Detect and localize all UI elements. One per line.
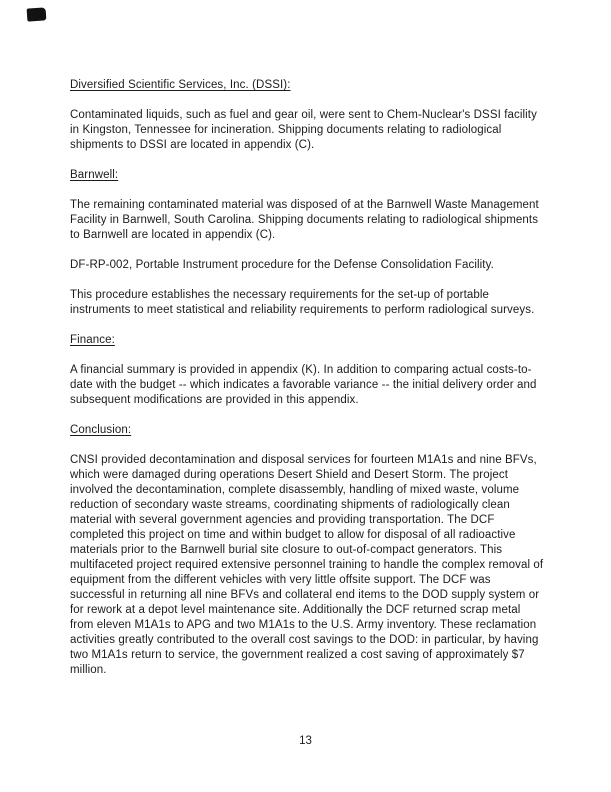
page-number: 13	[299, 735, 312, 747]
paragraph-dssi: Contaminated liquids, such as fuel and gear oil, were sent to Chem-Nuclear's DSSI facility in Kingston, Tennessee for incineration. Shipping documents relating to radiological shipments to DSSI are located in appendix (C).	[70, 109, 537, 151]
paragraph-conclusion: CNSI provided decontamination and disposal services for fourteen M1A1s and nine BFVs, which were damaged during operations Desert Shield and Desert Storm. The project involved the decontamination, complete disassembly, handling of mixed waste, volume reduction of secondary waste streams, coordinating shipments of radiologically clean material with several government agencies and providing transportation. The DCF completed this project on time and within budget to allow for disposal of all radioactive materials prior to the Barnwell burial site closure to out-of-compact generators. This multifaceted project required extensive personnel training to handle the complex removal of equipment from the different vehicles with very little offsite support. The DCF was successful in returning all nine BFVs and collateral end items to the DOD supply system or for rework at a depot level maintenance site. Additionally the DCF returned scrap metal from eleven M1A1s to APG and two M1A1s to the U.S. Army inventory. These reclamation activities greatly contributed to the overall cost savings to the DOD: in particular, by having two M1A1s return to service, the government realized a cost saving of approximately $7 million.	[70, 454, 544, 676]
paragraph-barnwell: The remaining contaminated material was disposed of at the Barnwell Waste Management Facility in Barnwell, South Carolina. Shipping documents relating to radiological shipments to Barnwell are located in appendix (C).	[70, 199, 539, 241]
section-heading-barnwell: Barnwell:	[70, 169, 119, 181]
paragraph-df-rp-002: DF-RP-002, Portable Instrument procedure for the Defense Consolidation Facility.	[70, 259, 494, 271]
paragraph-procedure: This procedure establishes the necessary requirements for the set-up of portable instruments to meet statistical and reliability requirements to perform radiological surveys.	[70, 289, 535, 316]
section-heading-dssi: Diversified Scientific Services, Inc. (DSSI):	[70, 79, 291, 91]
scan-artifact-mark	[27, 7, 47, 21]
paragraph-finance: A financial summary is provided in appendix (K). In addition to comparing actual costs-to-date with the budget -- which indicates a favorable variance -- the initial delivery order and subsequent modifications are provided in this appendix.	[70, 364, 537, 406]
section-heading-finance: Finance:	[70, 334, 115, 346]
document-body	[70, 78, 546, 693]
section-heading-conclusion: Conclusion:	[70, 424, 132, 436]
